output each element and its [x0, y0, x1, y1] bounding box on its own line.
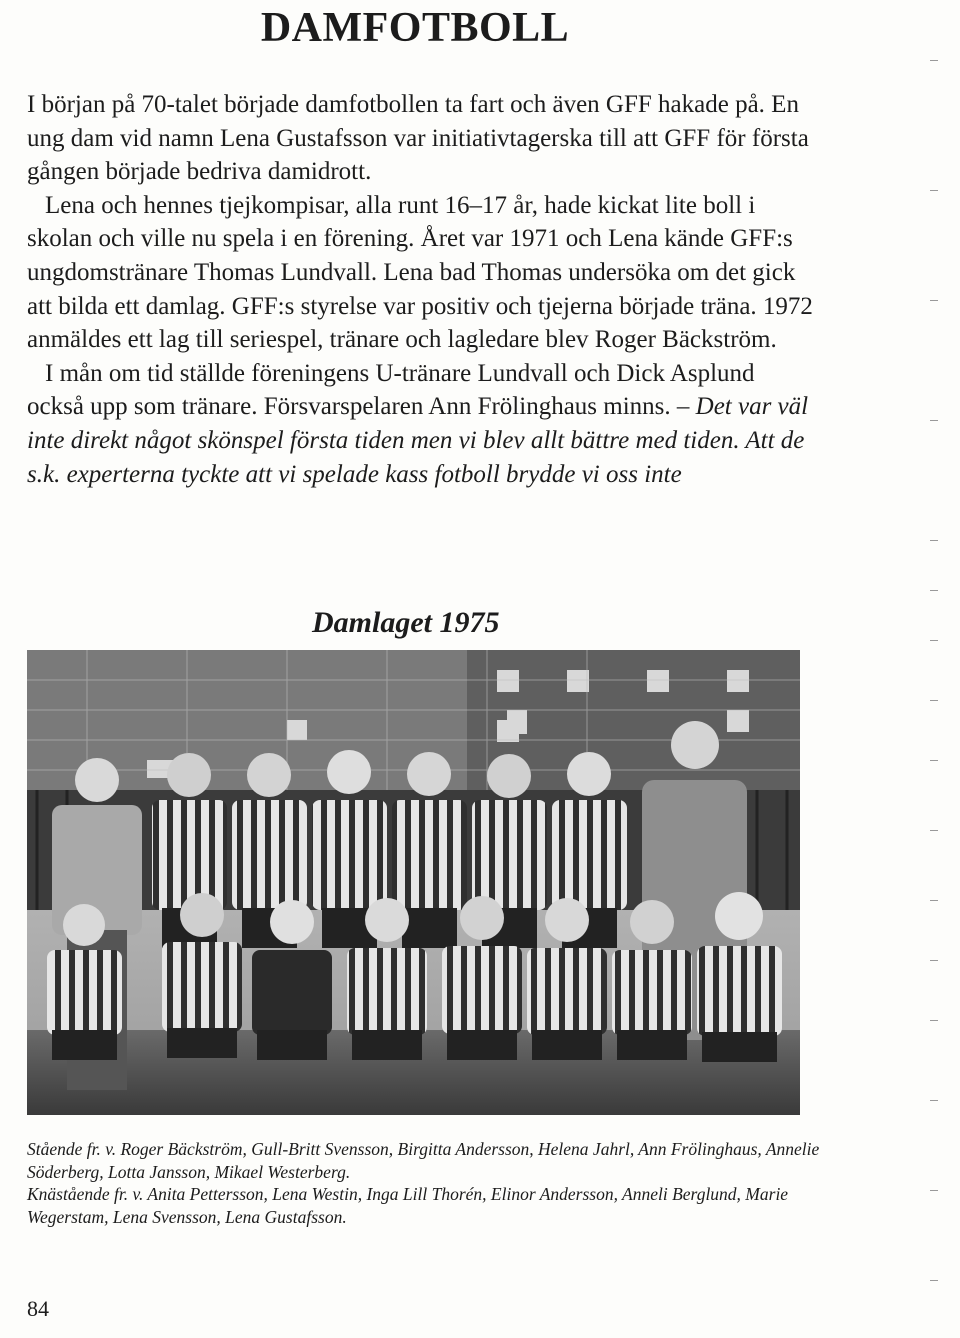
margin-scan-marks: [930, 0, 960, 1338]
article-body: [27, 88, 817, 491]
paragraph-3-text: I mån om tid ställde föreningens U-tränare Lundvall och Dick Asplund också upp som tränare. Försvarspelaren Ann Frölinghaus minns. –: [27, 359, 755, 421]
team-photo: [27, 650, 800, 1115]
team-photo-image: [27, 650, 800, 1115]
caption-standing: Stående fr. v. Roger Bäckström, Gull-Britt Svensson, Birgitta Andersson, Helena Jahrl, Ann Frölinghaus, Annelie Söderberg, Lotta Jansson, Mikael Westerberg.: [27, 1139, 820, 1182]
page-title: DAMFOTBOLL: [260, 5, 570, 51]
page-number: 84: [27, 1296, 49, 1321]
caption-kneeling: Knästående fr. v. Anita Pettersson, Lena Westin, Inga Lill Thorén, Elinor Andersson, Anneli Berglund, Marie Wegerstam, Lena Svensson, Lena Gustafsson.: [27, 1184, 789, 1227]
quote-text: Det var väl inte direkt något skönspel första tiden men vi blev allt bättre med tiden. Att de s.k. experterna tyckte att vi spelade kass fotboll brydde vi oss inte: [27, 393, 809, 488]
paragraph-3: [27, 357, 817, 491]
photo-title: Damlaget 1975: [312, 606, 500, 639]
paragraph-1: I början på 70-talet började damfotbollen ta fart och även GFF hakade på. En ung dam vid namn Lena Gustafsson var initiativtagerska till att GFF för första gången började bedriva damidrott.: [27, 91, 809, 186]
photo-caption: [27, 1138, 827, 1228]
paragraph-2: Lena och hennes tjejkompisar, alla runt 16–17 år, hade kickat lite boll i skolan och ville nu spela i en förening. Året var 1971 och Lena kände GFF:s ungdomstränare Thomas Lundvall. Lena bad Thomas undersöka om det gick att bilda ett damlag. GFF:s styrelse var positiv och tjejerna började träna. 1972 anmäldes ett lag till seriespel, tränare och lagledare blev Roger Bäckström.: [27, 191, 813, 354]
